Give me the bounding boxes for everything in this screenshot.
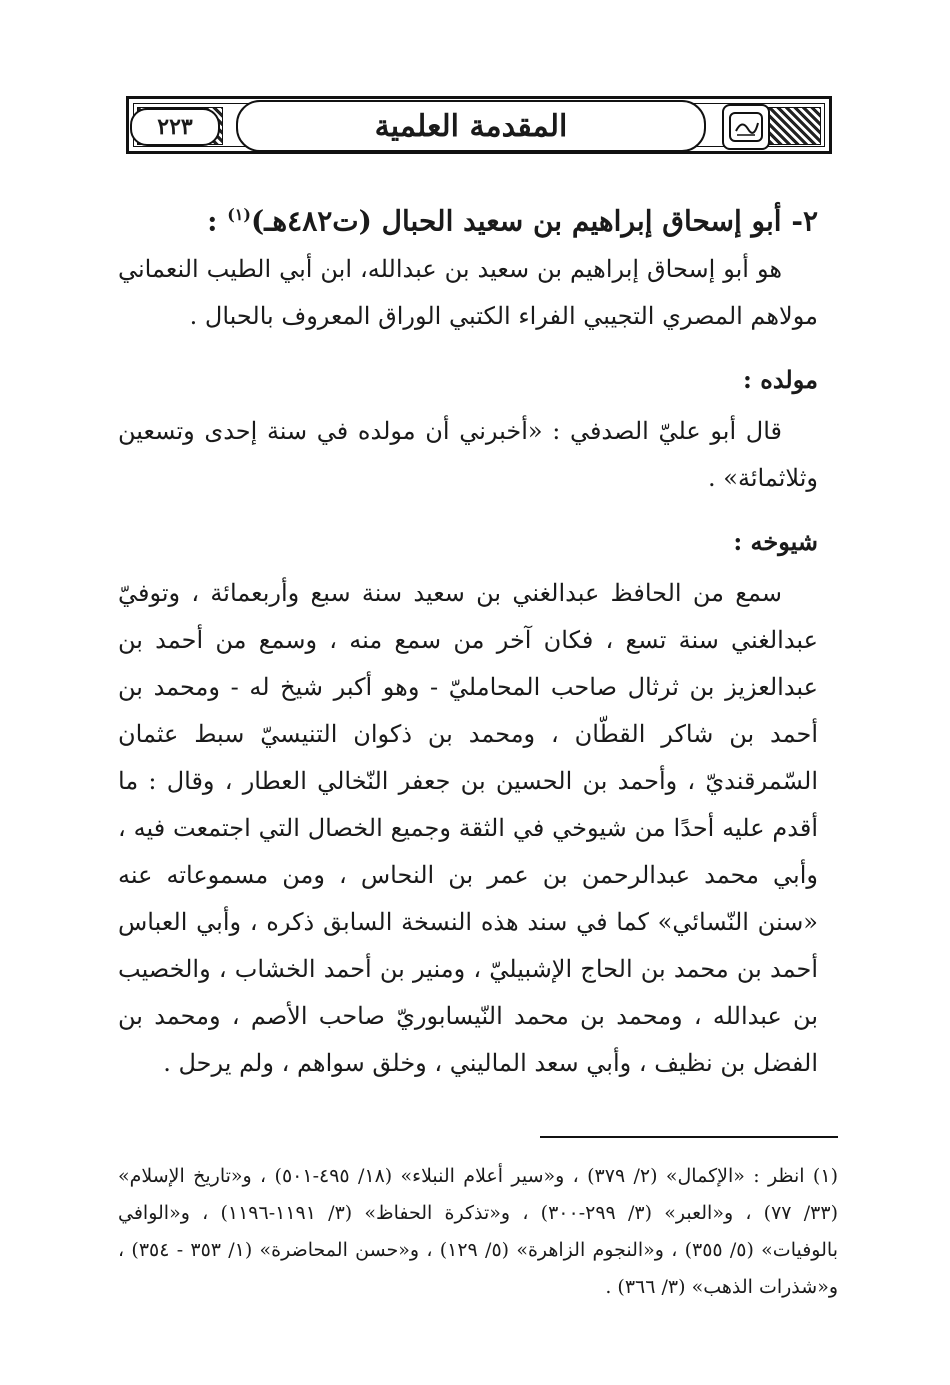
page-number: ٢٢٣: [130, 108, 220, 146]
footnote-ref: (١): [227, 205, 251, 224]
section-heading: [118, 190, 818, 246]
teachers-paragraph: سمع من الحافظ عبدالغني بن سعيد سنة سبع وأربعمائة ، وتوفيّ عبدالغني سنة تسع ، فكان آخر من سمع منه ، وسمع من أحمد بن عبدالعزيز بن ثرثال صاحب المحامليّ - وهو أكبر شيخ له - ومحمد بن أحمد بن شاكر القطّان ، ومحمد بن ذكوان التنيسيّ سبط عثمان السّمرقنديّ ، وأحمد بن الحسين بن جعفر النّخالي العطار ، وقال : ما أقدم عليه أحدًا من شيوخي في الثقة وجميع الخصال التي اجتمعت فيه ، وأبي محمد عبدالرحمن بن عمر بن النحاس ، ومن مسموعاته عنه «سنن النّسائي» كما في سند هذه النسخة السابق ذكره ، وأبي العباس أحمد بن محمد بن الحاج الإشبيليّ ، ومنير بن أحمد الخشاب ، والخصيب بن عبدالله ، ومحمد بن محمد النّيسابوريّ صاحب الأصم ، ومحمد بن الفضل بن نظيف ، وأبي سعد الماليني ، وخلق سواهم ، ولم يرحل .: [118, 579, 818, 1078]
birth-heading: مولده :: [743, 365, 818, 395]
intro-paragraph: هو أبو إسحاق إبراهيم بن سعيد بن عبدالله، ابن أبي الطيب النعماني مولاهم المصري التجيبي الفراء الكتبي الوراق المعروف بالحبال .: [118, 255, 818, 331]
running-title: المقدمة العلمية: [236, 100, 706, 152]
birth-paragraph: قال أبو عليّ الصدفي : «أخبرني أن مولده في سنة إحدى وتسعين وثلاثمائة» .: [118, 417, 818, 493]
teachers-heading: شيوخه :: [733, 527, 818, 557]
footnote-separator: [540, 1136, 838, 1138]
calligraphy-emblem-icon: [722, 104, 770, 150]
footnote-item: (١) انظر : «الإكمال» (٢/ ٣٧٩) ، و«سير أعلام النبلاء» (١٨/ ٤٩٥-٥٠١) ، و«تاريخ الإسلام» (٣٣/ ٧٧) ، و«العبر» (٣/ ٢٩٩-٣٠٠) ، و«تذكرة الحفاظ» (٣/ ١١٩١-١١٩٦) ، و«الوافي بالوفيات» (٥/ ٣٥٥) ، و«النجوم الزاهرة» (٥/ ١٢٩) ، و«حسن المحاضرة» (١/ ٣٥٣ - ٣٥٤) ، و«شذرات الذهب» (٣/ ٣٦٦) .: [118, 1165, 838, 1298]
main-text: [118, 190, 818, 1087]
section-heading-text: ٢- أبو إسحاق إبراهيم بن سعيد الحبال (ت٤٨٢هـ): [250, 204, 818, 238]
heading-colon: :: [207, 204, 228, 238]
footnotes: [118, 1158, 838, 1306]
